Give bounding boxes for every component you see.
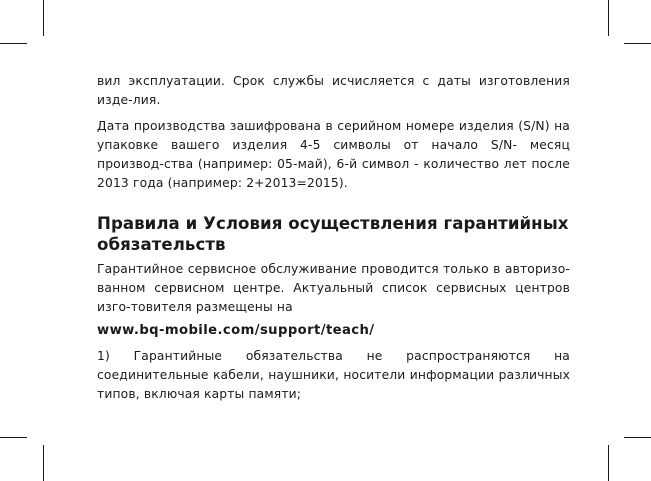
section-heading: Правила и Условия осуществления гарантийных обязательств (97, 214, 569, 254)
crop-mark-right-lower (624, 437, 651, 438)
support-url-link[interactable]: www.bq-mobile.com/support/teach/ (97, 323, 375, 338)
crop-mark-top-right (608, 0, 609, 36)
crop-mark-left-lower (0, 437, 27, 438)
page-content (97, 72, 570, 404)
crop-mark-right-upper (624, 43, 651, 44)
crop-mark-bottom-left (43, 445, 44, 481)
crop-mark-bottom-right (608, 445, 609, 481)
paragraph-service-life: вил эксплуатации. Срок службы исчисляется с даты изготовления изде-лия. (97, 74, 570, 107)
paragraph-warranty-exclusions: 1) Гарантийные обязательства не распространяются на соединительные кабели, наушники, носители информации различных типов, включая карты памяти; (97, 349, 570, 401)
paragraph-service-centers: Гарантийное сервисное обслуживание проводится только в авторизо-ванном сервисном центре. Актуальный список сервисных центров изго-товителя размещены на (97, 262, 570, 314)
crop-mark-top-left (43, 0, 44, 36)
paragraph-production-date: Дата производства зашифрована в серийном номере изделия (S/N) на упаковке вашего изделия 4-5 символы от начало S/N- месяц производ-ства (например: 05-май), 6-й символ - количество лет после 2013 года (например: 2+2013=2015). (97, 119, 570, 190)
crop-mark-left-upper (0, 43, 27, 44)
